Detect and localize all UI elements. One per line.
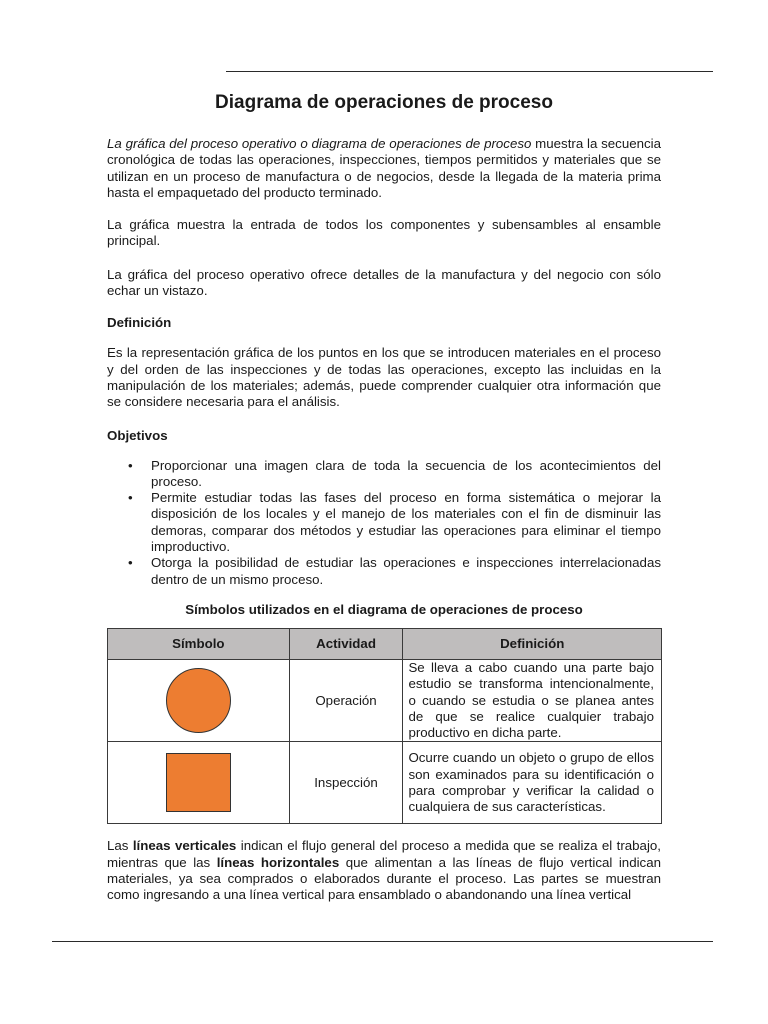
page-title: Diagrama de operaciones de proceso — [215, 92, 553, 113]
closing-text-3: que alimentan a las líneas de flujo vertical indican materiales, ya sea comprados o elaborados durante el proceso. Las partes se muestran como ingresando a una línea vertical para ensamblado o abandonando una línea vertical — [107, 854, 661, 903]
symbol-cell — [108, 742, 290, 824]
header-activity: Actividad — [289, 628, 403, 659]
definition-text: Es la representación gráfica de los puntos en los que se introducen materiales en el proceso y del orden de las inspecciones y de todas las operaciones, excepto las incluidas en la manipulación de los materiales; además, puede comprender cualquier otra información que se considere necesaria para el análisis. — [107, 345, 661, 410]
operation-circle-icon — [166, 668, 231, 733]
list-item — [107, 490, 661, 555]
list-item-text: Otorga la posibilidad de estudiar las operaciones e inspecciones interrelacionadas dentro de un mismo proceso. — [151, 555, 661, 587]
bottom-rule — [52, 941, 713, 942]
inspection-square-icon — [166, 753, 231, 812]
definition-cell: Se lleva a cabo cuando una parte bajo estudio se transforma intencionalmente, o cuando se estudia o se planea antes de que se realice cualquier trabajo productivo en dicha parte. — [403, 659, 662, 741]
list-item — [107, 458, 661, 491]
bullet-icon: • — [128, 555, 133, 571]
list-item — [107, 555, 661, 588]
activity-cell: Operación — [289, 659, 403, 741]
list-item-text: Proporcionar una imagen clara de toda la secuencia de los acontecimientos del proceso. — [151, 457, 661, 489]
symbols-table — [107, 628, 662, 824]
bullet-icon: • — [128, 457, 133, 473]
header-definition: Definición — [403, 628, 662, 659]
closing-text-2: indican el flujo general del proceso a medida que se realiza el trabajo, mientras que las — [107, 838, 661, 870]
paragraph-components: La gráfica muestra la entrada de todos los componentes y subensambles al ensamble principal. — [107, 217, 661, 249]
document-body — [107, 92, 661, 904]
activity-cell: Inspección — [289, 742, 403, 824]
table-header-row — [108, 628, 662, 659]
objectives-list — [107, 458, 661, 588]
closing-bold-vertical: líneas verticales — [132, 838, 237, 854]
objectives-heading: Objetivos — [107, 427, 168, 443]
table-row — [108, 659, 662, 741]
table-row — [108, 742, 662, 824]
closing-paragraph — [107, 838, 661, 903]
closing-bold-horizontal: líneas horizontales — [216, 854, 340, 870]
definition-heading: Definición — [107, 315, 172, 331]
definition-cell: Ocurre cuando un objeto o grupo de ellos son examinados para su identificación o para comprobar y verificar la calidad o cualquiera de sus características. — [403, 742, 662, 824]
intro-paragraph — [107, 136, 661, 201]
header-symbol: Símbolo — [108, 628, 290, 659]
table-title: Símbolos utilizados en el diagrama de operaciones de proceso — [185, 601, 583, 617]
symbol-cell — [108, 659, 290, 741]
top-rule — [226, 71, 713, 72]
paragraph-overview: La gráfica del proceso operativo ofrece detalles de la manufactura y del negocio con sólo echar un vistazo. — [107, 266, 661, 299]
intro-rest: muestra la secuencia cronológica de todas las operaciones, inspecciones, tiempos permitidos y materiales que se utilizan en un proceso de manufactura o de negocios, desde la llegada de la materia prima hasta el empaquetado del producto terminado. — [107, 136, 661, 200]
intro-italic: La gráfica del proceso operativo o diagrama de operaciones de proceso — [107, 136, 532, 151]
list-item-text: Permite estudiar todas las fases del proceso en forma sistemática o mejorar la disposición de los locales y el manejo de los materiales con el fin de disminuir las demoras, comparar dos métodos y estudiar las operaciones para eliminar el tiempo improductivo. — [151, 490, 661, 555]
closing-text-1: Las — [107, 838, 133, 854]
bullet-icon: • — [128, 490, 133, 506]
